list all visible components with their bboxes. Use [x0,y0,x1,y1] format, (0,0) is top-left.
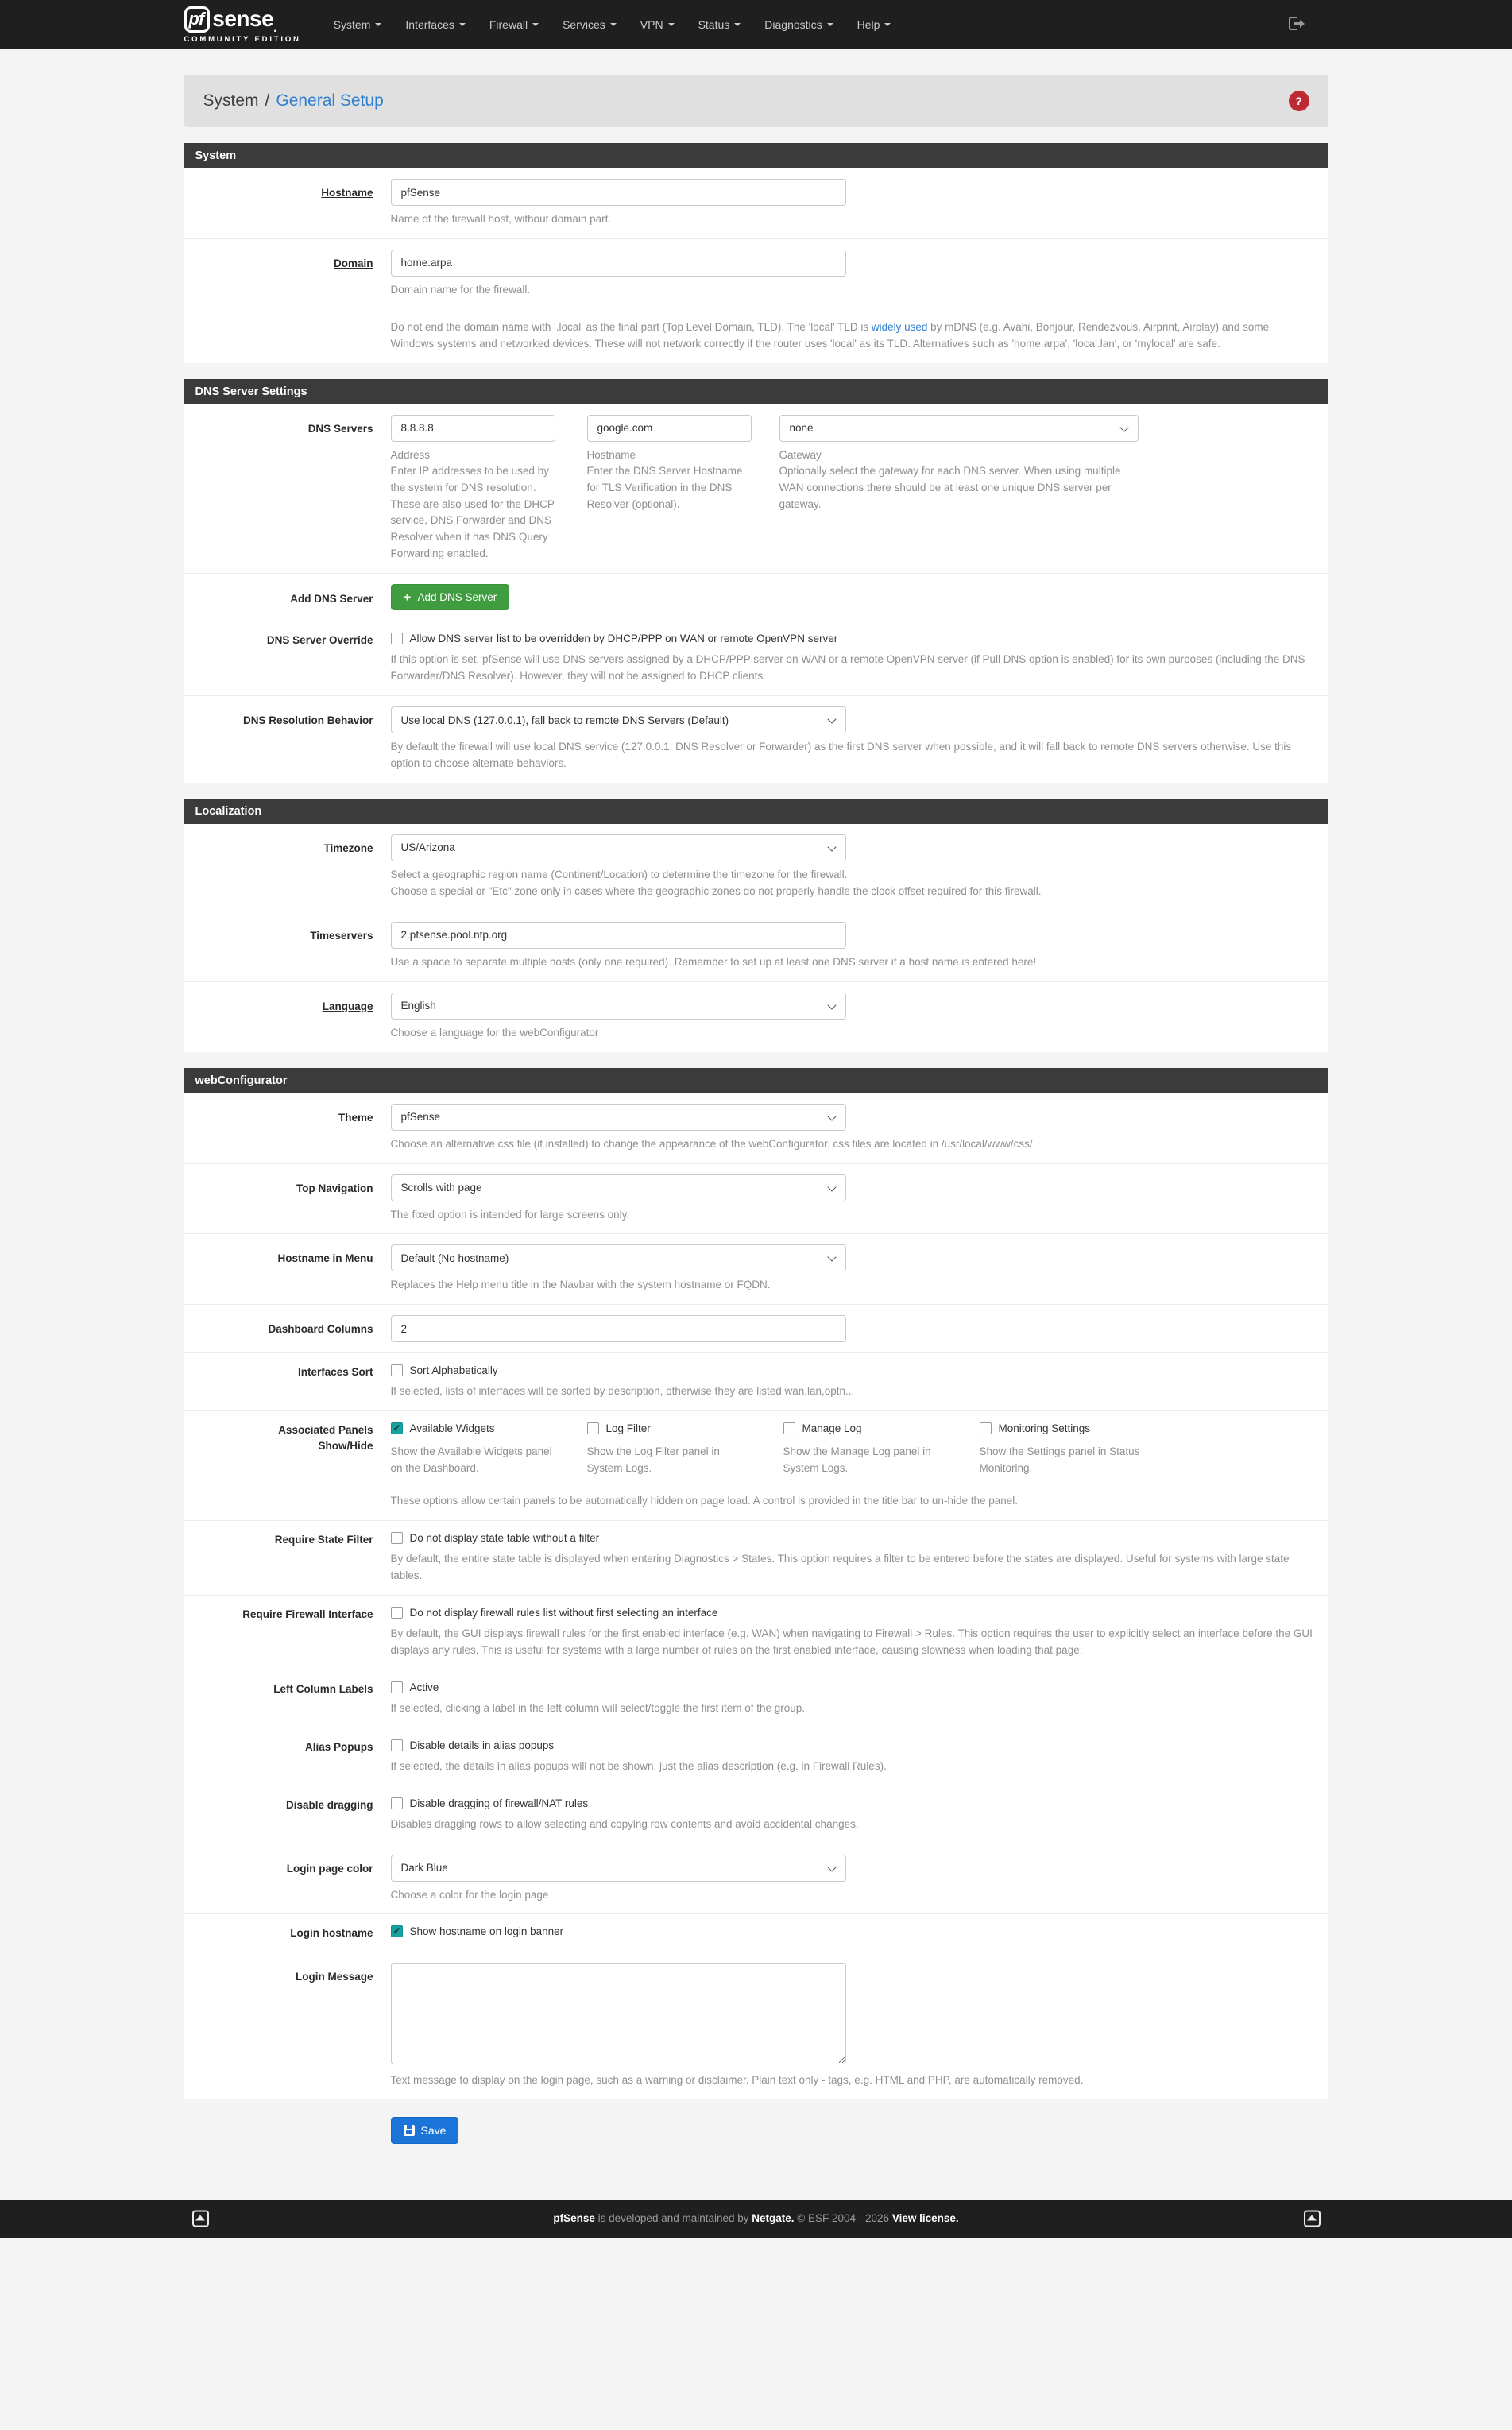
checkbox-icon[interactable] [391,1364,403,1376]
dns-servers-row [184,404,1328,574]
dns-hostname-help: Enter the DNS Server Hostname for TLS Verification in the DNS Resolver (optional). [586,464,743,510]
dns-hostname-input[interactable] [587,415,752,442]
save-button[interactable]: Save [391,2117,459,2144]
chevron-down-icon [668,23,675,26]
login-message-textarea[interactable] [391,1963,846,2064]
help-icon[interactable]: ? [1289,91,1309,111]
dns-resolution-behavior-row [184,695,1328,783]
checkbox-icon[interactable] [391,1739,403,1751]
disable-dragging-help: Disables dragging rows to allow selecting and copying row contents and avoid accidental changes. [390,1817,859,1830]
dns-address-input[interactable] [391,415,555,442]
footer-brand: pfSense [553,2212,595,2225]
require-firewall-interface-row [184,1595,1328,1670]
dashboard-columns-row [184,1304,1328,1352]
dns-address-help: Enter IP addresses to be used by the system for DNS resolution. These are also used for the DHCP service, DNS Forwarder and DNS Resolver when it has DNS Query Forwarding enabled. [390,464,555,560]
left-column-labels-checkbox[interactable]: Active [391,1681,439,1694]
logo-subtitle: COMMUNITY EDITION [184,34,301,44]
dns-address-caption: Address [390,448,431,461]
interfaces-sort-checkbox[interactable]: Sort Alphabetically [391,1364,498,1377]
timezone-row [184,824,1328,911]
main-menu [322,10,903,39]
top-navbar [0,0,1512,49]
associated-panels-label-1: Associated Panels [278,1424,373,1437]
hostname-input[interactable] [391,179,846,206]
hostname-label: Hostname [321,187,373,199]
domain-help: Domain name for the firewall. [390,283,531,296]
login-message-label: Login Message [295,1970,373,1983]
view-license-link[interactable]: View license. [891,2212,959,2225]
hostname-in-menu-select-wrap [391,1244,846,1271]
dns-settings-panel [184,379,1328,783]
dns-hostname-column [587,415,752,563]
theme-label: Theme [338,1111,373,1124]
hostname-in-menu-row [184,1233,1328,1304]
alias-popups-checkbox[interactable]: Disable details in alias popups [391,1739,555,1752]
dns-resolution-select-wrap [391,706,846,733]
alias-popups-help: If selected, the details in alias popups will not be shown, just the alias description (e.g. in Firewall Rules). [390,1759,887,1772]
top-navigation-help: The fixed option is intended for large screens only. [390,1208,630,1221]
chevron-down-icon [827,23,833,26]
alias-popups-row [184,1728,1328,1786]
interfaces-sort-help: If selected, lists of interfaces will be sorted by description, otherwise they are listed wan,lan,optn... [390,1385,855,1398]
left-column-labels-row [184,1670,1328,1728]
top-navigation-row [184,1163,1328,1234]
login-message-help: Text message to display on the login page, such as a warning or disclaimer. Plain text only - tags, e.g. HTML and PHP, are automatically removed. [390,2073,1084,2086]
dns-override-label: DNS Server Override [266,634,373,647]
chevron-down-icon [610,23,617,26]
timeservers-row [184,911,1328,981]
breadcrumb-current-link[interactable]: General Setup [276,91,384,110]
dashboard-columns-input[interactable] [391,1315,846,1342]
dns-servers-label: DNS Servers [307,422,373,435]
require-firewall-interface-help: By default, the GUI displays firewall rules for the first enabled interface (e.g. WAN) when navigating to Firewall > Rules. This option requires the user to explicitly select an interface before the GUI displays any rules. This is useful for systems with a large number of rules on the first enabled interface, causing slowness when loading that page. [390,1627,1313,1656]
dns-override-checkbox[interactable]: Allow DNS server list to be overridden by DHCP/PPP on WAN or remote OpenVPN server [391,632,838,645]
theme-row [184,1093,1328,1163]
language-label: Language [322,1000,373,1012]
language-select-wrap [391,993,846,1020]
menu-status[interactable]: Status [686,10,753,39]
breadcrumb-separator: / [265,91,270,110]
login-hostname-checkbox[interactable]: ✓ Show hostname on login banner [391,1925,564,1938]
require-firewall-interface-label: Require Firewall Interface [242,1608,373,1620]
logout-button[interactable] [1287,16,1328,34]
timezone-help-1: Select a geographic region name (Continent/Location) to determine the timezone for the firewall. [390,868,848,880]
login-page-color-row [184,1844,1328,1914]
log-filter-checkbox[interactable]: Log Filter [587,1422,651,1435]
alias-popups-label: Alias Popups [304,1740,373,1753]
localization-panel [184,799,1328,1052]
login-hostname-row [184,1913,1328,1952]
dns-gateway-select-wrap [779,415,1139,442]
manage-log-checkbox[interactable]: Manage Log [783,1422,862,1435]
checkbox-icon[interactable] [587,1422,599,1434]
scroll-top-right-icon[interactable] [1304,2210,1321,2227]
top-navigation-select[interactable] [391,1174,846,1201]
webconfigurator-panel-title: webConfigurator [184,1068,1328,1093]
logo-sense-mark: sense [212,6,274,31]
domain-input[interactable] [391,250,846,277]
login-hostname-label: Login hostname [290,1927,373,1940]
interfaces-sort-row [184,1352,1328,1410]
chevron-down-icon [884,23,891,26]
require-firewall-interface-checkbox[interactable]: Do not display firewall rules list without first selecting an interface [391,1606,718,1619]
menu-vpn[interactable]: VPN [628,10,686,39]
add-dns-server-row [184,573,1328,621]
manage-log-help: Show the Manage Log panel in System Logs. [783,1445,931,1475]
left-column-labels-label: Left Column Labels [273,1682,373,1695]
domain-note: Do not end the domain name with '.local' as the final part (Top Level Domain, TLD). The 'local' TLD is widely used by mDNS (e.g. Avahi, Bonjour, Rendezvous, Airprint, Airplay) and some Windows systems and networked devices. These will not network correctly if the router uses 'local' as its TLD. Alternatives such as 'home.arpa', 'local.lan', or 'mylocal' are safe. [390,320,1270,350]
hostname-in-menu-help: Replaces the Help menu title in the Navbar with the system hostname or FQDN. [390,1279,771,1291]
checkbox-checked-icon[interactable] [391,1925,403,1937]
sign-out-icon [1287,16,1305,32]
associated-panels-row [184,1410,1328,1520]
widely-used-link[interactable]: widely used [871,320,928,333]
chevron-down-icon [459,23,466,26]
hostname-in-menu-select[interactable] [391,1244,846,1271]
localization-panel-title: Localization [184,799,1328,824]
checkbox-icon[interactable] [391,1681,403,1693]
breadcrumb [184,75,1328,127]
add-dns-server-button[interactable]: + Add DNS Server [391,584,510,610]
available-widgets-checkbox[interactable]: ✓ Available Widgets [391,1422,495,1435]
menu-interfaces[interactable]: Interfaces [393,10,477,39]
login-page-color-help: Choose a color for the login page [390,1888,549,1901]
theme-select[interactable] [391,1104,846,1131]
monitoring-settings-help: Show the Settings panel in Status Monitoring. [979,1445,1140,1475]
menu-firewall[interactable]: Firewall [478,10,551,39]
domain-row [184,238,1328,363]
dns-gateway-select[interactable] [779,415,1139,442]
language-row [184,981,1328,1052]
timezone-label: Timezone [323,842,373,854]
dns-override-help: If this option is set, pfSense will use DNS servers assigned by a DHCP/PPP server on WAN or a remote OpenVPN server (if Pull DNS option is enabled) for its own purposes (including the DNS Forwarder/DNS Resolver). However, they will not be assigned to DHCP clients. [390,653,1305,683]
associated-panels-help: These options allow certain panels to be automatically hidden on page load. A control is provided in the title bar to un-hide the panel. [390,1495,1019,1507]
require-state-filter-label: Require State Filter [274,1534,373,1546]
chevron-down-icon [734,23,741,26]
timezone-help-2: Choose a special or "Etc" zone only in cases where the geographic zones do not properly handle the clock offset required for this firewall. [390,884,1042,897]
dns-gateway-caption: Gateway [779,448,822,461]
timeservers-label: Timeservers [310,929,373,942]
menu-system[interactable]: System [322,10,394,39]
timezone-select[interactable] [391,834,846,861]
interfaces-sort-label: Interfaces Sort [297,1366,373,1379]
top-navigation-label: Top Navigation [296,1182,373,1194]
checkbox-icon[interactable] [391,1797,403,1809]
checkbox-icon[interactable] [783,1422,795,1434]
save-icon [404,2125,415,2136]
login-page-color-select-wrap [391,1855,846,1882]
checkbox-icon[interactable] [980,1422,992,1434]
hostname-in-menu-label: Hostname in Menu [277,1252,373,1265]
log-filter-help: Show the Log Filter panel in System Logs. [586,1445,720,1475]
require-state-filter-help: By default, the entire state table is displayed when entering Diagnostics > States. This option requires a filter to be entered before the states are displayed. Useful for systems with large state tables. [390,1553,1290,1581]
left-column-labels-help: If selected, clicking a label in the left column will select/toggle the first item of the group. [390,1701,806,1714]
disable-dragging-label: Disable dragging [285,1798,373,1811]
login-page-color-label: Login page color [286,1862,373,1875]
hostname-row [184,168,1328,238]
timeservers-help: Use a space to separate multiple hosts (only one required). Remember to set up at least one DNS server if a host name is entered here! [390,955,1037,968]
system-panel-title: System [184,143,1328,168]
checkbox-checked-icon[interactable] [391,1422,403,1434]
system-panel [184,143,1328,363]
netgate-link[interactable]: Netgate. [752,2212,795,2225]
dns-gateway-help: Optionally select the gateway for each DNS server. When using multiple WAN connections there should be at least one unique DNS server per gateway. [779,464,1121,510]
disable-dragging-row [184,1786,1328,1844]
webconfigurator-panel [184,1068,1328,2099]
dashboard-columns-label: Dashboard Columns [268,1323,373,1336]
monitoring-settings-checkbox[interactable]: Monitoring Settings [980,1422,1091,1435]
dns-resolution-behavior-label: DNS Resolution Behavior [242,714,373,727]
breadcrumb-section: System [203,91,259,110]
chevron-down-icon [375,23,381,26]
checkbox-icon[interactable] [391,1532,403,1544]
disable-dragging-checkbox[interactable]: Disable dragging of firewall/NAT rules [391,1797,589,1810]
associated-panels-label-2: Show/Hide [318,1439,373,1452]
require-state-filter-checkbox[interactable]: Do not display state table without a filter [391,1531,600,1545]
logo-dot: . [273,21,277,35]
login-page-color-select[interactable] [391,1855,846,1882]
pfsense-logo[interactable] [184,6,301,44]
theme-help: Choose an alternative css file (if installed) to change the appearance of the webConfigurator. css files are located in /usr/local/www/css/ [390,1137,1033,1150]
monitoring-settings-column [980,1422,1147,1477]
menu-services[interactable]: Services [551,10,628,39]
menu-diagnostics[interactable]: Diagnostics [752,10,845,39]
dns-gateway-column [779,415,1139,563]
dns-address-column [391,415,555,563]
dns-hostname-caption: Hostname [586,448,636,461]
plus-icon: + [403,590,412,606]
login-message-row [184,1952,1328,2099]
language-select[interactable] [391,993,846,1020]
language-help: Choose a language for the webConfigurator [390,1026,599,1039]
dns-override-row [184,621,1328,695]
dns-resolution-behavior-select[interactable] [391,706,846,733]
timezone-select-wrap [391,834,846,861]
manage-log-column [783,1422,950,1477]
require-state-filter-row [184,1520,1328,1595]
checkbox-icon[interactable] [391,1607,403,1619]
chevron-down-icon [532,23,539,26]
available-widgets-help: Show the Available Widgets panel on the Dashboard. [390,1445,552,1475]
menu-help[interactable]: Help [845,10,903,39]
form-actions [391,2117,1328,2144]
hostname-help: Name of the firewall host, without domain part. [390,213,612,225]
checkbox-icon[interactable] [391,633,403,644]
timeservers-input[interactable] [391,922,846,949]
top-navigation-select-wrap [391,1174,846,1201]
page-footer: pfSense is developed and maintained by Netgate. © ESF 2004 - 2026 View license. [0,2200,1512,2238]
domain-label: Domain [333,257,373,269]
scroll-top-left-icon[interactable] [192,2210,209,2227]
log-filter-column [587,1422,754,1477]
dns-resolution-behavior-help: By default the firewall will use local DNS service (127.0.0.1, DNS Resolver or Forwarder) as the first DNS server when possible, and it will fall back to remote DNS servers otherwise. Use this option to choose alternate behaviors. [390,741,1292,769]
logo-pf-mark: pf [184,6,211,33]
add-dns-server-label: Add DNS Server [290,593,373,606]
dns-panel-title: DNS Server Settings [184,379,1328,404]
theme-select-wrap [391,1104,846,1131]
available-widgets-column [391,1422,558,1477]
